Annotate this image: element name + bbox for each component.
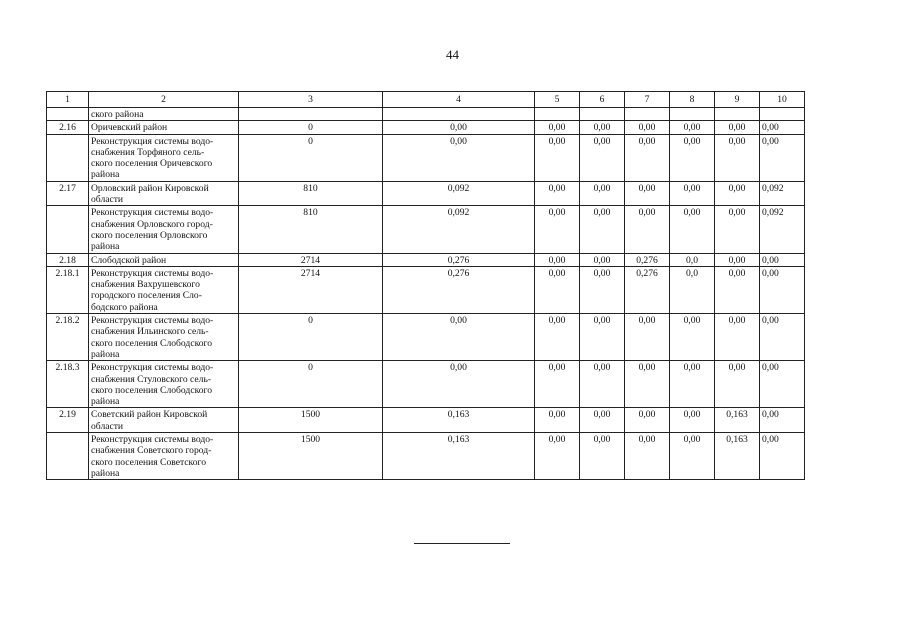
- value-cell: 0,00: [580, 361, 625, 408]
- value-cell: 0: [239, 314, 383, 361]
- value-cell: 0,276: [625, 266, 670, 313]
- value-cell: 0,00: [535, 134, 580, 181]
- value-cell: 0,00: [535, 433, 580, 480]
- value-cell: 0,00: [625, 134, 670, 181]
- column-header: 9: [715, 92, 760, 108]
- table-row: [47, 433, 805, 480]
- description-cell: ского района: [89, 108, 239, 121]
- column-header: 4: [383, 92, 535, 108]
- value-cell: 0,00: [383, 121, 535, 134]
- value-cell: 0,00: [383, 361, 535, 408]
- row-number-cell: 2.18: [47, 253, 89, 266]
- value-cell: 810: [239, 206, 383, 253]
- value-cell: 0,00: [535, 206, 580, 253]
- value-cell: 0,00: [760, 314, 805, 361]
- value-cell: 2714: [239, 253, 383, 266]
- value-cell: 0,00: [670, 134, 715, 181]
- value-cell: [670, 108, 715, 121]
- value-cell: 2714: [239, 266, 383, 313]
- description-cell: Реконструкция системы водо- снабжения Стуловского сель- ского поселения Слободского района: [89, 361, 239, 408]
- value-cell: 0,276: [383, 266, 535, 313]
- table-body: [47, 108, 805, 480]
- value-cell: 0,00: [760, 266, 805, 313]
- value-cell: 0,00: [715, 121, 760, 134]
- bottom-rule: [414, 543, 510, 544]
- value-cell: 0,00: [580, 266, 625, 313]
- value-cell: 0,00: [625, 314, 670, 361]
- value-cell: 0,00: [580, 433, 625, 480]
- value-cell: 0,00: [625, 206, 670, 253]
- column-header: 6: [580, 92, 625, 108]
- value-cell: 0: [239, 361, 383, 408]
- column-header: 3: [239, 92, 383, 108]
- value-cell: 0,00: [625, 181, 670, 206]
- value-cell: 0,00: [535, 253, 580, 266]
- column-header: 8: [670, 92, 715, 108]
- row-number-cell: [47, 108, 89, 121]
- value-cell: 0,163: [383, 408, 535, 433]
- value-cell: 0: [239, 134, 383, 181]
- value-cell: 0,00: [580, 121, 625, 134]
- value-cell: 0,00: [580, 206, 625, 253]
- value-cell: [383, 108, 535, 121]
- row-number-cell: 2.19: [47, 408, 89, 433]
- description-cell: Реконструкция системы водо- снабжения Орловского город- ского поселения Орловского района: [89, 206, 239, 253]
- row-number-cell: [47, 134, 89, 181]
- value-cell: 0,00: [535, 361, 580, 408]
- column-header: 2: [89, 92, 239, 108]
- table-row: [47, 361, 805, 408]
- table-row: [47, 181, 805, 206]
- value-cell: [535, 108, 580, 121]
- table-row: [47, 134, 805, 181]
- page-number: 44: [446, 47, 459, 62]
- value-cell: 0,00: [580, 314, 625, 361]
- row-number-cell: [47, 206, 89, 253]
- column-header: 7: [625, 92, 670, 108]
- value-cell: 0,00: [383, 314, 535, 361]
- value-cell: 0,00: [625, 408, 670, 433]
- value-cell: 0,00: [535, 408, 580, 433]
- value-cell: [625, 108, 670, 121]
- value-cell: 0,00: [760, 134, 805, 181]
- value-cell: 0,00: [670, 121, 715, 134]
- value-cell: 0: [239, 121, 383, 134]
- value-cell: 0,00: [670, 181, 715, 206]
- value-cell: 0,00: [715, 314, 760, 361]
- value-cell: 0,00: [760, 121, 805, 134]
- value-cell: 0,00: [670, 408, 715, 433]
- value-cell: 0,092: [383, 206, 535, 253]
- value-cell: 0,00: [760, 408, 805, 433]
- column-header: 1: [47, 92, 89, 108]
- value-cell: 0,00: [670, 314, 715, 361]
- value-cell: 0,092: [383, 181, 535, 206]
- value-cell: 1500: [239, 433, 383, 480]
- table-row: [47, 408, 805, 433]
- row-number-cell: 2.18.2: [47, 314, 89, 361]
- value-cell: 0,00: [625, 361, 670, 408]
- value-cell: 0,00: [625, 121, 670, 134]
- value-cell: 0,00: [580, 408, 625, 433]
- row-number-cell: 2.16: [47, 121, 89, 134]
- value-cell: 0,163: [715, 408, 760, 433]
- value-cell: 0,00: [535, 266, 580, 313]
- row-number-cell: 2.18.3: [47, 361, 89, 408]
- value-cell: 0,163: [383, 433, 535, 480]
- value-cell: 0,276: [383, 253, 535, 266]
- row-number-cell: 2.17: [47, 181, 89, 206]
- value-cell: 0,00: [383, 134, 535, 181]
- table-row: [47, 314, 805, 361]
- table-row: [47, 108, 805, 121]
- column-header: 5: [535, 92, 580, 108]
- value-cell: 0,00: [715, 266, 760, 313]
- value-cell: [715, 108, 760, 121]
- value-cell: 0,00: [670, 206, 715, 253]
- value-cell: [580, 108, 625, 121]
- description-cell: Реконструкция системы водо- снабжения Вахрушевского городского поселения Сло- бодского района: [89, 266, 239, 313]
- value-cell: 0,00: [580, 253, 625, 266]
- value-cell: 0,092: [760, 181, 805, 206]
- value-cell: 1500: [239, 408, 383, 433]
- value-cell: 0,00: [535, 314, 580, 361]
- description-cell: Реконструкция системы водо- снабжения Ильинского сель- ского поселения Слободского района: [89, 314, 239, 361]
- value-cell: 0,00: [535, 181, 580, 206]
- value-cell: 0,163: [715, 433, 760, 480]
- description-cell: Слободской район: [89, 253, 239, 266]
- description-cell: Реконструкция системы водо- снабжения Торфяного сель- ского поселения Оричевского района: [89, 134, 239, 181]
- value-cell: 0,00: [670, 433, 715, 480]
- value-cell: 0,00: [715, 181, 760, 206]
- value-cell: 810: [239, 181, 383, 206]
- value-cell: 0,276: [625, 253, 670, 266]
- row-number-cell: [47, 433, 89, 480]
- table-row: [47, 206, 805, 253]
- description-cell: Советский район Кировской области: [89, 408, 239, 433]
- table-row: [47, 253, 805, 266]
- row-number-cell: 2.18.1: [47, 266, 89, 313]
- value-cell: 0,0: [670, 266, 715, 313]
- value-cell: 0,00: [535, 121, 580, 134]
- value-cell: 0,092: [760, 206, 805, 253]
- value-cell: 0,00: [715, 206, 760, 253]
- value-cell: 0,0: [670, 253, 715, 266]
- value-cell: 0,00: [760, 361, 805, 408]
- description-cell: Оричевский район: [89, 121, 239, 134]
- value-cell: 0,00: [625, 433, 670, 480]
- header-row: [47, 92, 805, 108]
- value-cell: 0,00: [580, 181, 625, 206]
- value-cell: 0,00: [670, 361, 715, 408]
- table-row: [47, 266, 805, 313]
- value-cell: 0,00: [715, 253, 760, 266]
- value-cell: 0,00: [760, 253, 805, 266]
- description-cell: Реконструкция системы водо- снабжения Советского город- ского поселения Советского района: [89, 433, 239, 480]
- description-cell: Орловский район Кировской области: [89, 181, 239, 206]
- value-cell: 0,00: [715, 134, 760, 181]
- value-cell: [239, 108, 383, 121]
- value-cell: 0,00: [760, 433, 805, 480]
- value-cell: [760, 108, 805, 121]
- value-cell: 0,00: [580, 134, 625, 181]
- data-table: [46, 91, 805, 480]
- table-row: [47, 121, 805, 134]
- value-cell: 0,00: [715, 361, 760, 408]
- column-header: 10: [760, 92, 805, 108]
